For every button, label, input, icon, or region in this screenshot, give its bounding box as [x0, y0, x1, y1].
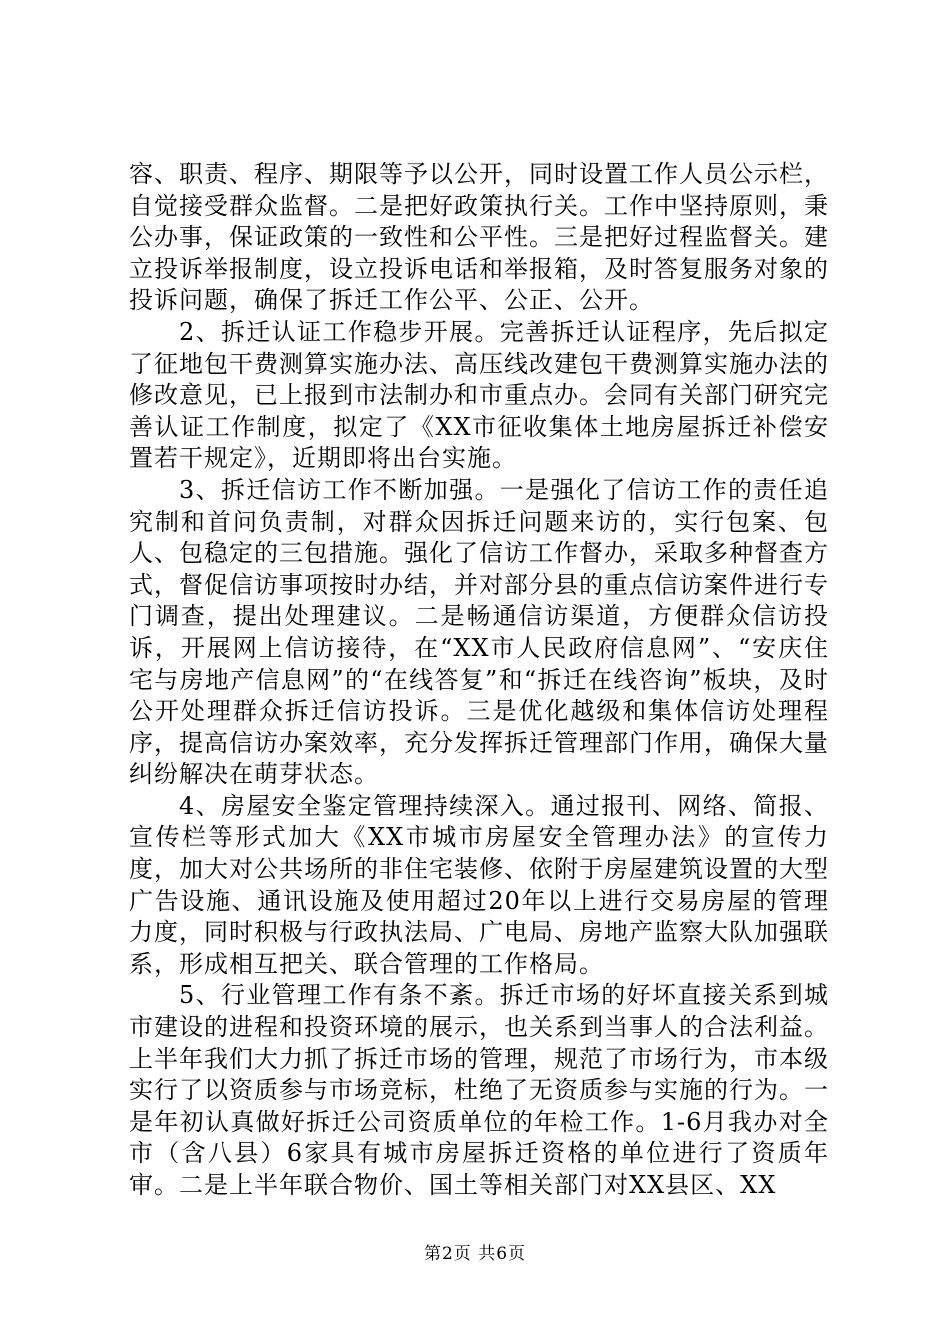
document-body — [129, 159, 829, 1202]
paragraph-housing-safety: 4、房屋安全鉴定管理持续深入。通过报刊、网络、简报、宣传栏等形式加大《XX市城市房屋安全管理办法》的宣传力度，加大对公共场所的非住宅装修、依附于房屋建筑设置的大型广告设施、通讯设施及使用超过20年以上进行交易房屋的管理力度，同时积极与行政执法局、广电局、房地产监察大队加强联系，形成相互把关、联合管理的工作格局。 — [129, 791, 829, 978]
paragraph-demolition-certification: 2、拆迁认证工作稳步开展。完善拆迁认证程序，先后拟定了征地包干费测算实施办法、高压线改建包干费测算实施办法的修改意见，已上报到市法制办和市重点办。会同有关部门研究完善认证工作制度，拟定了《XX市征收集体土地房屋拆迁补偿安置若干规定》，近期即将出台实施。 — [129, 317, 829, 473]
paragraph-industry-management: 5、行业管理工作有条不紊。拆迁市场的好坏直接关系到城市建设的进程和投资环境的展示，也关系到当事人的合法利益。上半年我们大力抓了拆迁市场的管理，规范了市场行为，市本级实行了以资质参与市场竞标，杜绝了无资质参与实施的行为。一是年初认真做好拆迁公司资质单位的年检工作。1-6月我办对全市（含八县）6家具有城市房屋拆迁资格的单位进行了资质年审。二是上半年联合物价、国土等相关部门对XX县区、XX — [129, 981, 829, 1199]
paragraph-petition-work: 3、拆迁信访工作不断加强。一是强化了信访工作的责任追究制和首问负责制，对群众因拆迁问题来访的，实行包案、包人、包稳定的三包措施。强化了信访工作督办，采取多种督查方式，督促信访事项按时办结，并对部分县的重点信访案件进行专门调查，提出处理建议。二是畅通信访渠道，方便群众信访投诉，开展网上信访接待，在“XX市人民政府信息网”、“安庆住宅与房地产信息网”的“在线答复”和“拆迁在线咨询”板块，及时公开处理群众拆迁信访投诉。三是优化越级和集体信访处理程序，提高信访办案效率，充分发挥拆迁管理部门作用，确保大量纠纷解决在萌芽状态。 — [129, 475, 829, 789]
page-footer: 第2页 共6页 — [423, 1244, 527, 1264]
paragraph-continuation: 容、职责、程序、期限等予以公开，同时设置工作人员公示栏，自觉接受群众监督。二是把好政策执行关。工作中坚持原则，秉公办事，保证政策的一致性和公平性。三是把好过程监督关。建立投诉举报制度，设立投诉电话和举报箱，及时答复服务对象的投诉问题，确保了拆迁工作公平、公正、公开。 — [129, 160, 829, 315]
